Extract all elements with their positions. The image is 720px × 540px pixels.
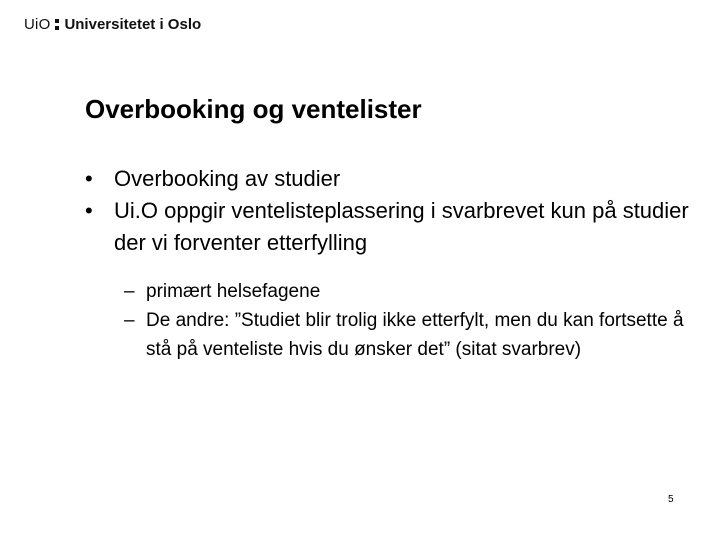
bullet-text: Ui.O oppgir ventelisteplassering i svarbrevet kun på studier der vi forventer etterfylling [114,198,689,255]
bullet-marker: • [85,198,93,223]
bullet-marker: • [85,166,93,191]
bullet-list [85,163,695,259]
bullet-text: Overbooking av studier [114,166,341,191]
logo-mark: UiO [24,15,51,33]
uio-logo [24,13,201,35]
sub-bullet-list [124,277,684,364]
sub-bullet-item [124,306,684,364]
bullet-item [85,195,695,259]
sub-bullet-text: primært helsefagene [146,281,321,302]
sub-bullet-item [124,277,684,306]
bullet-item [85,163,695,195]
sub-bullet-marker: – [124,281,135,302]
institution-name: Universitetet i Oslo [64,15,202,33]
sub-bullet-marker: – [124,310,135,331]
page-number: 5 [668,494,674,505]
logo-separator-icon [55,17,59,31]
slide-title: Overbooking og ventelister [85,94,422,124]
sub-bullet-text: De andre: ”Studiet blir trolig ikke etterfylt, men du kan fortsette å stå på venteliste hvis du ønsker det” (sitat svarbrev) [146,310,684,360]
